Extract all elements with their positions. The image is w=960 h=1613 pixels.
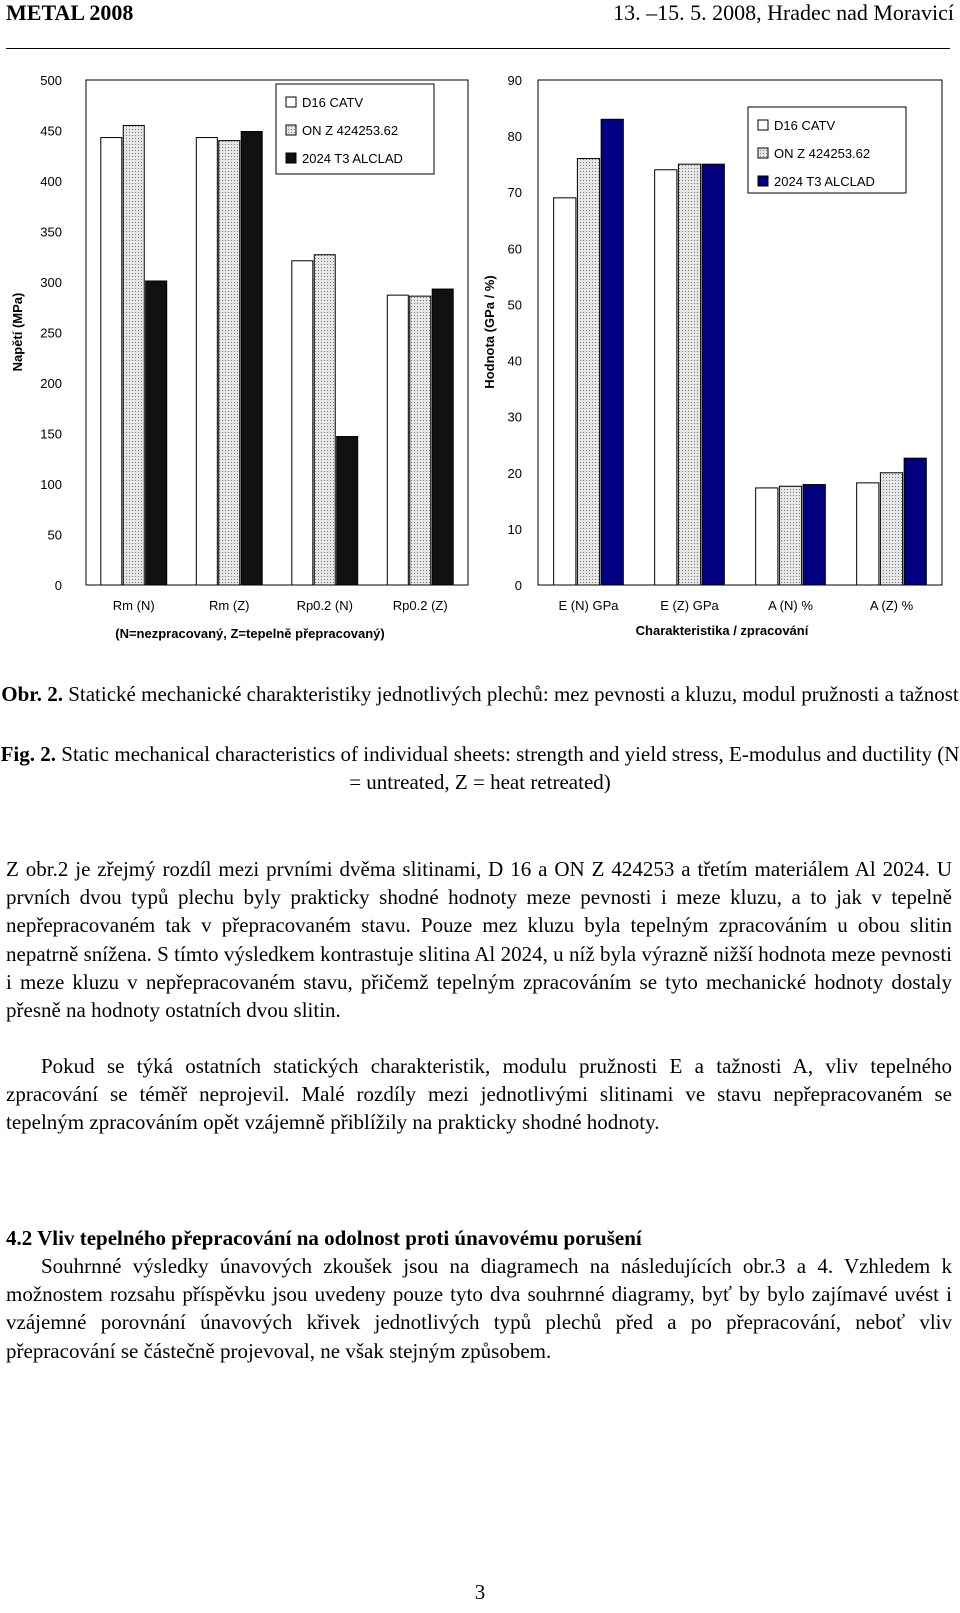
y-tick-label: 50 [507, 297, 522, 313]
y-tick-label: 70 [507, 185, 522, 201]
bar [337, 437, 358, 585]
bar [756, 488, 778, 585]
bar [123, 125, 144, 585]
legend-label: ON Z 424253.62 [774, 146, 871, 161]
y-tick-label: 250 [40, 325, 62, 341]
y-tick-label: 40 [507, 353, 522, 369]
bar [101, 138, 122, 585]
legend-swatch [286, 97, 296, 107]
y-tick-label: 300 [40, 275, 62, 290]
y-tick-label: 90 [507, 73, 522, 88]
figure-caption-cz [0, 680, 960, 708]
legend-label: 2024 T3 ALCLAD [774, 174, 875, 189]
bar [146, 281, 167, 585]
y-tick-label: 150 [40, 426, 62, 442]
y-axis-label: Napětí (MPa) [10, 292, 25, 372]
legend-label: 2024 T3 ALCLAD [302, 151, 403, 166]
bar [219, 141, 240, 585]
caption-text-en: Static mechanical characteristics of individual sheets: strength and yield stress, E-modulus and ductility (N = untreated, Z = heat retreated) [56, 742, 960, 794]
bar [857, 483, 879, 585]
bar [601, 119, 623, 585]
x-axis-label: (N=nezpracovaný, Z=tepelně přepracovaný) [115, 626, 385, 641]
x-category-label: Rm (Z) [209, 598, 250, 613]
y-tick-label: 60 [507, 241, 522, 257]
legend-swatch [286, 153, 296, 163]
legend-swatch [758, 176, 768, 186]
bar [292, 261, 313, 585]
bar [803, 485, 825, 585]
y-tick-label: 100 [40, 477, 62, 492]
bar [904, 458, 926, 585]
y-tick-label: 450 [40, 123, 62, 139]
bar [678, 164, 700, 585]
x-axis-label: Charakteristika / zpracování [635, 623, 809, 638]
x-category-label: Rp0.2 (N) [296, 598, 353, 613]
y-axis-label: Hodnota (GPa / %) [482, 275, 497, 389]
bar [241, 132, 262, 585]
paragraph-2: Pokud se týká ostatních statických charakteristik, modulu pružnosti E a tažnosti A, vliv tepelného zpracování se téměř neprojevil. Malé rozdíly mezi jednotlivými slitinami ve stavu nepřepracovaném se tepelným zpracováním opět vzájemně přiblížily na prakticky shodné hodnoty. [6, 1054, 952, 1135]
bar [655, 170, 677, 585]
chart-modulus-ductility [472, 60, 956, 650]
x-category-label: A (Z) % [869, 598, 914, 613]
caption-label-cz: Obr. 2. [1, 682, 63, 706]
x-category-label: A (N) % [768, 598, 813, 613]
y-tick-label: 20 [507, 465, 522, 481]
conference-date-place: 13. –15. 5. 2008, Hradec nad Moravicí [613, 0, 954, 25]
bar [432, 289, 453, 585]
bar [554, 198, 576, 585]
legend-label: D16 CATV [302, 95, 364, 110]
bar [779, 486, 801, 585]
y-tick-label: 500 [40, 73, 62, 88]
caption-text-cz: Statické mechanické charakteristiky jednotlivých plechů: mez pevnosti a kluzu, modul pružnosti a tažnost [62, 682, 959, 706]
header-rule [6, 48, 950, 49]
legend-swatch [758, 148, 768, 158]
y-tick-label: 0 [54, 578, 62, 593]
x-category-label: E (N) GPa [558, 598, 619, 613]
legend-label: D16 CATV [774, 118, 836, 133]
bar [702, 164, 724, 585]
page-number: 3 [474, 1580, 486, 1604]
y-tick-label: 50 [47, 527, 62, 543]
paragraph-3: Souhrnné výsledky únavových zkoušek jsou na diagramech na následujících obr.3 a 4. Vzhledem k možnostem rozsahu příspěvku jsou uvedeny pouze tyto dva souhrnné diagramy, byť by bylo zajímavé uvést i vzájemné porovnání únavových křivek jednotlivých typů plechů před a po přepracování, neboť vliv přepracování se částečně projevoval, ne však stejným způsobem. [6, 1254, 952, 1363]
legend-label: ON Z 424253.62 [302, 123, 399, 138]
y-tick-label: 400 [40, 174, 62, 189]
bar [410, 296, 431, 585]
y-tick-label: 10 [507, 521, 522, 537]
y-tick-label: 30 [507, 409, 522, 425]
section-heading: 4.2 Vliv tepelného přepracování na odolnost proti únavovému porušení [6, 1226, 642, 1250]
running-header [6, 0, 954, 34]
y-tick-label: 350 [40, 224, 62, 240]
bar [577, 159, 599, 585]
x-category-label: E (Z) GPa [660, 598, 719, 613]
y-tick-label: 0 [514, 578, 522, 593]
bar [314, 255, 335, 585]
chart-stress [0, 60, 472, 650]
x-category-label: Rm (N) [112, 598, 155, 613]
bar [196, 138, 217, 585]
paragraph-1: Z obr.2 je zřejmý rozdíl mezi prvními dvěma slitinami, D 16 a ON Z 424253 a třetím materiálem Al 2024. U prvních dvou typů plechu byly prakticky shodné hodnoty meze pevnosti i meze kluzu, a to jak v tepelně nepřepracovaném tak v přepracovaném stavu. Pouze mez kluzu byla tepelným zpracováním u obou slitin nepatrně snížena. S tímto výsledkem kontrastuje slitina Al 2024, u níž byla výrazně nižší hodnota meze pevnosti i meze kluzu v nepřepracovaném stavu, přičemž tepelným zpracováním se tyto mechanické hodnoty dostaly přesně na hodnoty ostatních dvou slitin. [6, 857, 952, 1023]
bar [387, 295, 408, 585]
bar [880, 473, 902, 585]
caption-label-en: Fig. 2. [0, 742, 57, 766]
conference-name: METAL 2008 [6, 0, 134, 25]
x-category-label: Rp0.2 (Z) [392, 598, 448, 613]
legend-swatch [758, 120, 768, 130]
y-tick-label: 80 [507, 129, 522, 145]
figure-caption-en [0, 740, 960, 796]
legend-swatch [286, 125, 296, 135]
y-tick-label: 200 [40, 376, 62, 391]
